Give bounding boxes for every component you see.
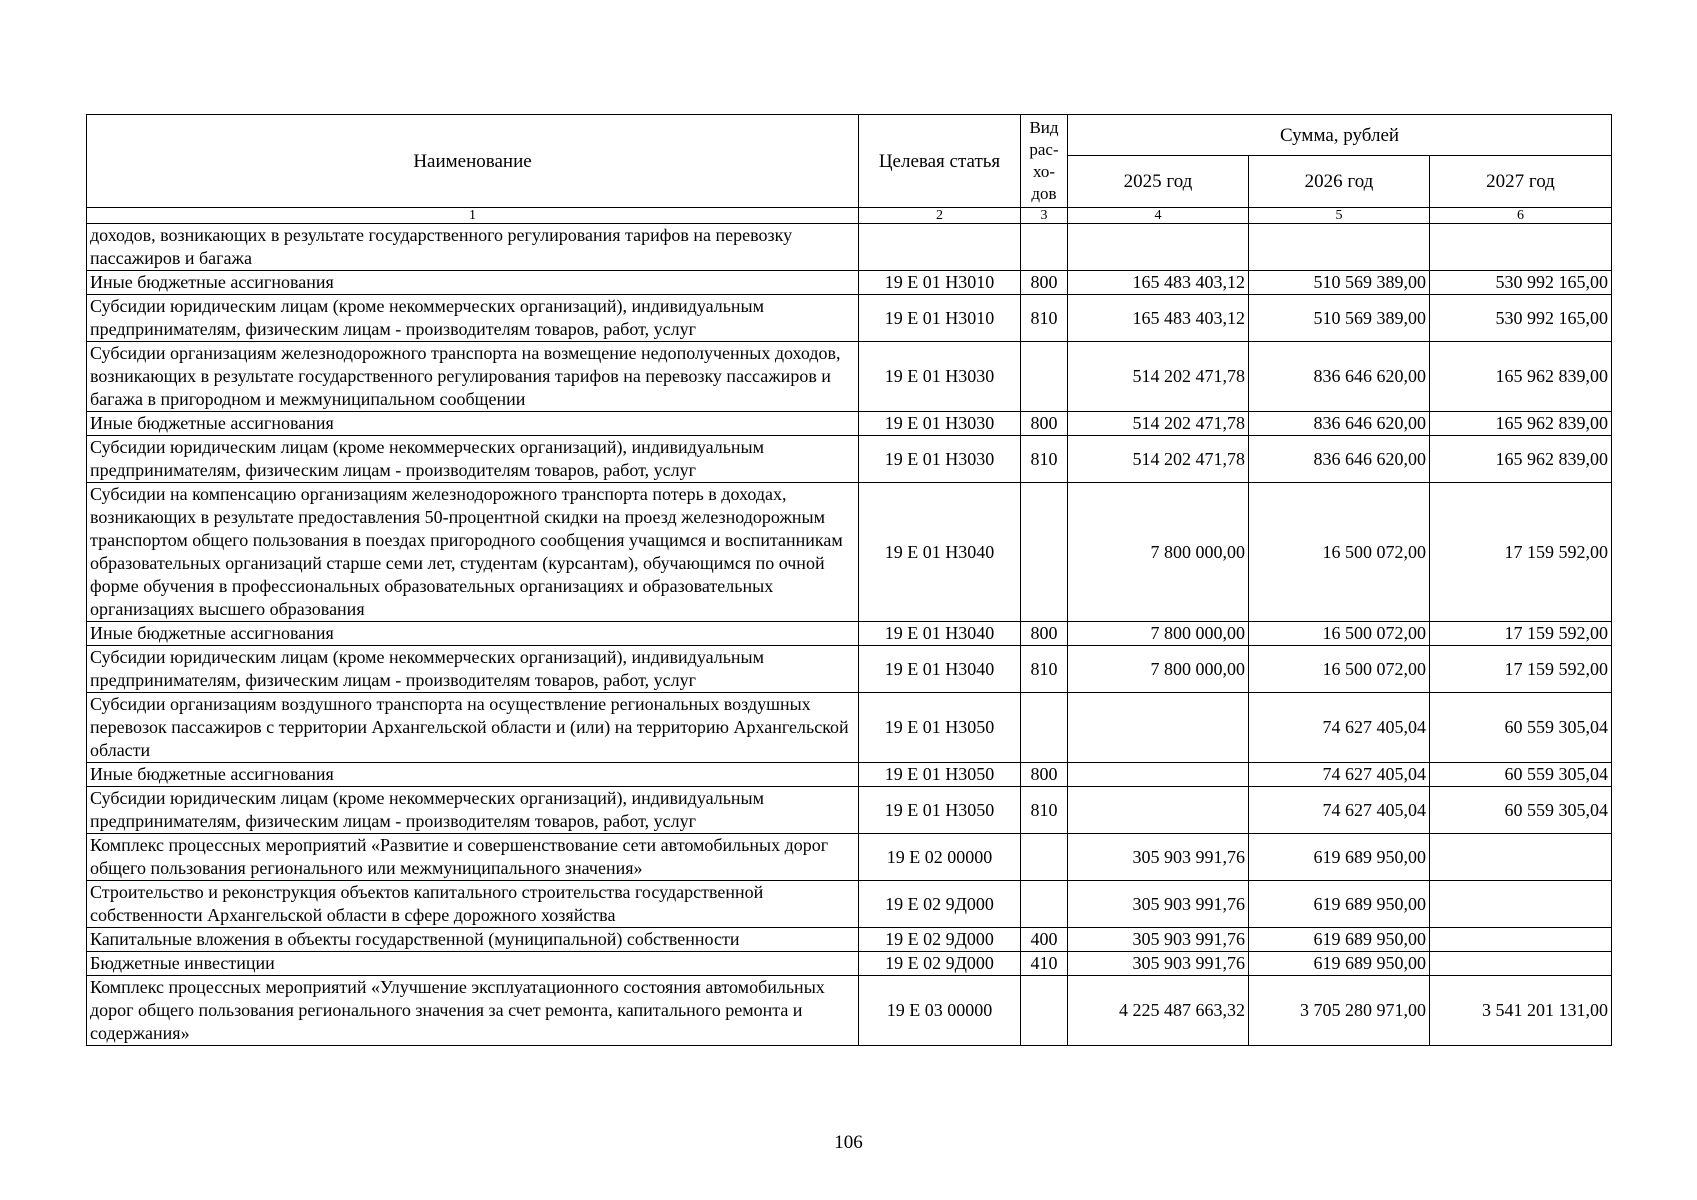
row-target-article-cell: 19 Е 01 Н3040 — [859, 646, 1021, 693]
budget-table — [86, 114, 1612, 1046]
row-amount-2026-cell: 836 646 620,00 — [1249, 412, 1430, 436]
row-amount-2025-cell: 7 800 000,00 — [1068, 646, 1249, 693]
row-amount-2027-cell: 60 559 305,04 — [1430, 763, 1612, 787]
row-expense-type-cell: 810 — [1021, 787, 1068, 834]
table-row — [87, 295, 1612, 342]
row-target-article-cell: 19 Е 01 Н3010 — [859, 295, 1021, 342]
row-target-article-cell: 19 Е 01 Н3040 — [859, 483, 1021, 622]
row-name-cell: Иные бюджетные ассигнования — [87, 763, 859, 787]
row-amount-2026-cell: 510 569 389,00 — [1249, 295, 1430, 342]
row-amount-2027-cell: 165 962 839,00 — [1430, 412, 1612, 436]
row-name-cell: Иные бюджетные ассигнования — [87, 271, 859, 295]
table-row — [87, 834, 1612, 881]
header-year-2025: 2025 год — [1068, 156, 1249, 208]
row-amount-2027-cell: 3 541 201 131,00 — [1430, 976, 1612, 1046]
table-row — [87, 271, 1612, 295]
row-name-cell: Строительство и реконструкция объектов капитального строительства государственной собственности Архангельской области в сфере дорожного хозяйства — [87, 881, 859, 928]
row-name-cell: Иные бюджетные ассигнования — [87, 622, 859, 646]
row-amount-2025-cell: 305 903 991,76 — [1068, 952, 1249, 976]
row-amount-2027-cell: 165 962 839,00 — [1430, 436, 1612, 483]
row-name-cell: Субсидии организациям воздушного транспорта на осуществление региональных воздушных перевозок пассажиров с территории Архангельской области и (или) на территорию Архангельской области — [87, 693, 859, 763]
row-target-article-cell: 19 Е 01 Н3050 — [859, 693, 1021, 763]
header-year-2026: 2026 год — [1249, 156, 1430, 208]
header-target-article: Целевая статья — [859, 115, 1021, 208]
row-name-cell: Комплекс процессных мероприятий «Развитие и совершенствование сети автомобильных дорог общего пользования регионального или межмуниципального значения» — [87, 834, 859, 881]
table-row — [87, 342, 1612, 412]
row-expense-type-cell: 810 — [1021, 295, 1068, 342]
row-amount-2027-cell — [1430, 834, 1612, 881]
row-target-article-cell: 19 Е 02 9Д000 — [859, 928, 1021, 952]
row-amount-2026-cell — [1249, 224, 1430, 271]
table-row — [87, 622, 1612, 646]
row-amount-2026-cell: 74 627 405,04 — [1249, 787, 1430, 834]
column-number: 2 — [859, 208, 1021, 224]
row-expense-type-cell — [1021, 881, 1068, 928]
row-amount-2027-cell — [1430, 928, 1612, 952]
row-name-cell: Субсидии юридическим лицам (кроме некоммерческих организаций), индивидуальным предпринимателям, физическим лицам - производителям товаров, работ, услуг — [87, 646, 859, 693]
row-expense-type-cell — [1021, 834, 1068, 881]
row-expense-type-cell: 410 — [1021, 952, 1068, 976]
row-name-cell: Капитальные вложения в объекты государственной (муниципальной) собственности — [87, 928, 859, 952]
row-amount-2025-cell — [1068, 224, 1249, 271]
row-name-cell: Субсидии юридическим лицам (кроме некоммерческих организаций), индивидуальным предпринимателям, физическим лицам - производителям товаров, работ, услуг — [87, 436, 859, 483]
table-row — [87, 763, 1612, 787]
row-name-cell: доходов, возникающих в результате государственного регулирования тарифов на перевозку пассажиров и багажа — [87, 224, 859, 271]
row-amount-2026-cell: 619 689 950,00 — [1249, 881, 1430, 928]
row-expense-type-cell: 800 — [1021, 271, 1068, 295]
row-amount-2027-cell: 165 962 839,00 — [1430, 342, 1612, 412]
row-amount-2025-cell: 305 903 991,76 — [1068, 834, 1249, 881]
row-amount-2027-cell: 60 559 305,04 — [1430, 693, 1612, 763]
row-target-article-cell: 19 Е 03 00000 — [859, 976, 1021, 1046]
row-amount-2027-cell: 17 159 592,00 — [1430, 622, 1612, 646]
row-amount-2026-cell: 836 646 620,00 — [1249, 436, 1430, 483]
row-amount-2027-cell — [1430, 952, 1612, 976]
column-number: 6 — [1430, 208, 1612, 224]
row-amount-2025-cell: 305 903 991,76 — [1068, 881, 1249, 928]
row-name-cell: Иные бюджетные ассигнования — [87, 412, 859, 436]
table-row — [87, 436, 1612, 483]
row-expense-type-cell — [1021, 342, 1068, 412]
row-amount-2025-cell: 305 903 991,76 — [1068, 928, 1249, 952]
row-amount-2026-cell: 619 689 950,00 — [1249, 834, 1430, 881]
row-amount-2026-cell: 74 627 405,04 — [1249, 763, 1430, 787]
row-name-cell: Комплекс процессных мероприятий «Улучшение эксплуатационного состояния автомобильных дорог общего пользования регионального значения за счет ремонта, капитального ремонта и содержания» — [87, 976, 859, 1046]
column-number: 4 — [1068, 208, 1249, 224]
row-expense-type-cell — [1021, 224, 1068, 271]
row-expense-type-cell: 400 — [1021, 928, 1068, 952]
table-row — [87, 646, 1612, 693]
row-target-article-cell — [859, 224, 1021, 271]
row-target-article-cell: 19 Е 01 Н3030 — [859, 342, 1021, 412]
row-target-article-cell: 19 Е 02 9Д000 — [859, 881, 1021, 928]
row-amount-2026-cell: 16 500 072,00 — [1249, 483, 1430, 622]
table-row — [87, 224, 1612, 271]
row-target-article-cell: 19 Е 01 Н3030 — [859, 436, 1021, 483]
table-body — [87, 224, 1612, 1046]
row-name-cell: Субсидии организациям железнодорожного транспорта на возмещение недополученных доходов, возникающих в результате государственного регулирования тарифов на перевозку пассажиров и багажа в пригородном и межмуниципальном сообщении — [87, 342, 859, 412]
row-name-cell: Субсидии юридическим лицам (кроме некоммерческих организаций), индивидуальным предпринимателям, физическим лицам - производителям товаров, работ, услуг — [87, 295, 859, 342]
table-row — [87, 952, 1612, 976]
row-amount-2027-cell: 17 159 592,00 — [1430, 646, 1612, 693]
row-amount-2025-cell: 514 202 471,78 — [1068, 342, 1249, 412]
row-amount-2027-cell: 17 159 592,00 — [1430, 483, 1612, 622]
row-amount-2026-cell: 836 646 620,00 — [1249, 342, 1430, 412]
column-number: 5 — [1249, 208, 1430, 224]
row-amount-2027-cell: 530 992 165,00 — [1430, 295, 1612, 342]
row-amount-2026-cell: 510 569 389,00 — [1249, 271, 1430, 295]
row-target-article-cell: 19 Е 02 9Д000 — [859, 952, 1021, 976]
row-amount-2026-cell: 74 627 405,04 — [1249, 693, 1430, 763]
row-expense-type-cell — [1021, 693, 1068, 763]
row-name-cell: Субсидии на компенсацию организациям железнодорожного транспорта потерь в доходах, возникающих в результате предоставления 50-процентной скидки на проезд железнодорожным транспортом общего пользования в поездах пригородного сообщения учащимся и воспитанникам образовательных организаций старше семи лет, студентам (курсантам), обучающимся по очной форме обучения в профессиональных образовательных организациях и образовательных организациях высшего образования — [87, 483, 859, 622]
table-row — [87, 483, 1612, 622]
table-row — [87, 881, 1612, 928]
row-amount-2025-cell — [1068, 693, 1249, 763]
row-amount-2025-cell: 4 225 487 663,32 — [1068, 976, 1249, 1046]
header-year-2027: 2027 год — [1430, 156, 1612, 208]
table-row — [87, 976, 1612, 1046]
table-row — [87, 693, 1612, 763]
row-expense-type-cell: 810 — [1021, 646, 1068, 693]
row-name-cell: Субсидии юридическим лицам (кроме некоммерческих организаций), индивидуальным предпринимателям, физическим лицам - производителям товаров, работ, услуг — [87, 787, 859, 834]
column-number: 3 — [1021, 208, 1068, 224]
row-amount-2027-cell: 530 992 165,00 — [1430, 271, 1612, 295]
row-amount-2025-cell — [1068, 787, 1249, 834]
row-amount-2025-cell: 165 483 403,12 — [1068, 295, 1249, 342]
row-amount-2027-cell — [1430, 881, 1612, 928]
header-expense-type: Вид рас-хо-дов — [1021, 115, 1068, 208]
row-amount-2025-cell — [1068, 763, 1249, 787]
row-amount-2027-cell: 60 559 305,04 — [1430, 787, 1612, 834]
row-expense-type-cell — [1021, 976, 1068, 1046]
row-amount-2027-cell — [1430, 224, 1612, 271]
row-amount-2025-cell: 165 483 403,12 — [1068, 271, 1249, 295]
row-expense-type-cell: 810 — [1021, 436, 1068, 483]
row-target-article-cell: 19 Е 01 Н3030 — [859, 412, 1021, 436]
row-expense-type-cell — [1021, 483, 1068, 622]
header-sum: Сумма, рублей — [1068, 115, 1612, 156]
row-target-article-cell: 19 Е 01 Н3040 — [859, 622, 1021, 646]
table-row — [87, 787, 1612, 834]
row-target-article-cell: 19 Е 01 Н3010 — [859, 271, 1021, 295]
row-name-cell: Бюджетные инвестиции — [87, 952, 859, 976]
row-amount-2026-cell: 619 689 950,00 — [1249, 952, 1430, 976]
row-target-article-cell: 19 Е 01 Н3050 — [859, 763, 1021, 787]
table-row — [87, 928, 1612, 952]
row-amount-2026-cell: 3 705 280 971,00 — [1249, 976, 1430, 1046]
row-amount-2025-cell: 514 202 471,78 — [1068, 412, 1249, 436]
row-amount-2025-cell: 7 800 000,00 — [1068, 483, 1249, 622]
row-target-article-cell: 19 Е 02 00000 — [859, 834, 1021, 881]
row-amount-2025-cell: 7 800 000,00 — [1068, 622, 1249, 646]
row-target-article-cell: 19 Е 01 Н3050 — [859, 787, 1021, 834]
header-name: Наименование — [87, 115, 859, 208]
column-numbers-row — [87, 208, 1612, 224]
page-number: 106 — [834, 1132, 863, 1153]
row-expense-type-cell: 800 — [1021, 412, 1068, 436]
row-amount-2026-cell: 619 689 950,00 — [1249, 928, 1430, 952]
row-amount-2025-cell: 514 202 471,78 — [1068, 436, 1249, 483]
column-number: 1 — [87, 208, 859, 224]
table-row — [87, 412, 1612, 436]
row-expense-type-cell: 800 — [1021, 763, 1068, 787]
row-expense-type-cell: 800 — [1021, 622, 1068, 646]
row-amount-2026-cell: 16 500 072,00 — [1249, 646, 1430, 693]
row-amount-2026-cell: 16 500 072,00 — [1249, 622, 1430, 646]
